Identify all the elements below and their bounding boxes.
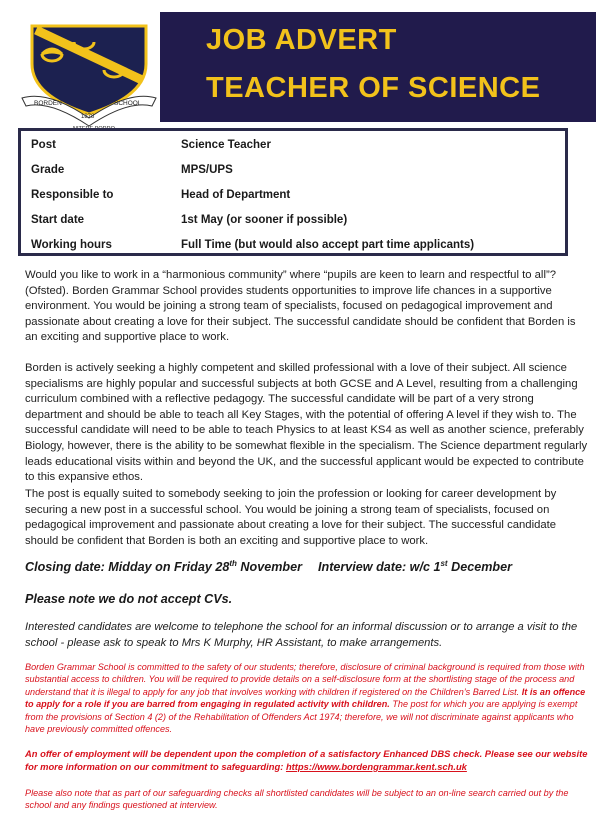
online-search-notice: Please also note that as part of our safeguarding checks all shortlisted candidates will be subject to an on-line search carried out by the school and any findings questioned at interview.	[25, 788, 569, 811]
detail-value: Head of Department	[181, 189, 291, 201]
detail-value: Full Time (but would also accept part time applicants)	[181, 239, 475, 251]
interview-date: Interview date: w/c 1st December	[318, 559, 513, 575]
detail-label: Working hours	[31, 239, 112, 251]
detail-value: Science Teacher	[181, 139, 271, 151]
detail-label: Responsible to	[31, 189, 114, 201]
detail-value: MPS/UPS	[181, 164, 233, 176]
dbs-notice: An offer of employment will be dependent upon the completion of a satisfactory Enhanced DBS check. Please see our website for more information on our commitment to safeguarding: https://www.bordengrammar.kent.sch.uk	[25, 748, 588, 772]
title-line-1: JOB ADVERT	[206, 24, 397, 56]
crest-motto: NITERE PORRO	[73, 126, 115, 132]
no-cvs-notice: Please note we do not accept CVs.	[25, 592, 233, 606]
role-paragraph: Borden is actively seeking a highly competent and skilled professional with a love of their subject. All science specialisms are highly popular and successful subjects at both GCSE and A Level, resulting from a challenging curriculum combined with a reflective pedagogy. The successful candidate will be part of a very strong department and should be able to teach all Key Stages, with the potential of offering A level if they wish to. The successful candidate will need to be able to teach Physics to at least KS4 as well as another science, preferably Biology, however, there is the ability to be somewhat flexible in the specialism. The Science department regularly leads educational visits within and beyond the UK, and the successful applicant would be expected to contribute to this expansive ethos.	[25, 362, 588, 484]
detail-label: Grade	[31, 164, 65, 176]
job-details-table	[18, 128, 568, 256]
crest-name-right: SCHOOL	[114, 100, 142, 107]
safeguarding-statement: Borden Grammar School is committed to the safety of our students; therefore, disclosure of criminal background is required from those with substantial access to children. You will be required to provide details on a self-disclosure form at the shortlisting stage of the process and understand that it is illegal to apply for any job that involves working with children if registered on the Children’s Barred List. It is an offence to apply for a role if you are barred from engaging in regulated activity with children. The post for which you are applying is exempt from the provisions of Section 4 (2) of the Rehabilitation of Offenders Act 1974; therefore, we will not discriminate against applicants who have previously committed offences.	[25, 662, 586, 735]
suitability-paragraph: The post is equally suited to somebody seeking to join the profession or looking for career development by securing a new post in a successful school. You would be joining a strong team of specialists, focused on pedagogical improvement and passionate about creating a love for their subject. The successful candidate should be confident that Borden is both an exciting and supportive place to work.	[25, 488, 557, 547]
informal-contact-paragraph: Interested candidates are welcome to telephone the school for an informal discussion or to arrange a visit to the school - please ask to speak to Mrs K Murphy, HR Assistant, to make arrangements.	[25, 621, 578, 649]
header	[0, 0, 602, 130]
key-dates	[25, 559, 512, 574]
website-link[interactable]: https://www.bordengrammar.kent.sch.uk	[285, 761, 467, 772]
closing-date: Closing date: Midday on Friday 28th November	[25, 559, 302, 575]
intro-paragraph: Would you like to work in a “harmonious community” where “pupils are keen to learn and respectful to all”? (Ofsted). Borden Grammar School provides students opportunities to improve life chances in a supportive environment. You would be joining a strong team of specialists, focused on pedagogical improvement and passionate about creating a love for their subject. The successful candidate should be confident that Borden is an exciting and supportive place to work.	[25, 269, 576, 344]
detail-label: Post	[31, 139, 56, 151]
detail-value: 1st May (or sooner if possible)	[181, 214, 348, 226]
school-crest-logo	[18, 20, 158, 132]
crest-year: 1878	[81, 114, 95, 120]
crest-name-left: BORDEN	[34, 100, 62, 107]
detail-label: Start date	[31, 214, 85, 226]
title-line-2: TEACHER OF SCIENCE	[206, 72, 541, 104]
title-banner	[160, 12, 596, 122]
